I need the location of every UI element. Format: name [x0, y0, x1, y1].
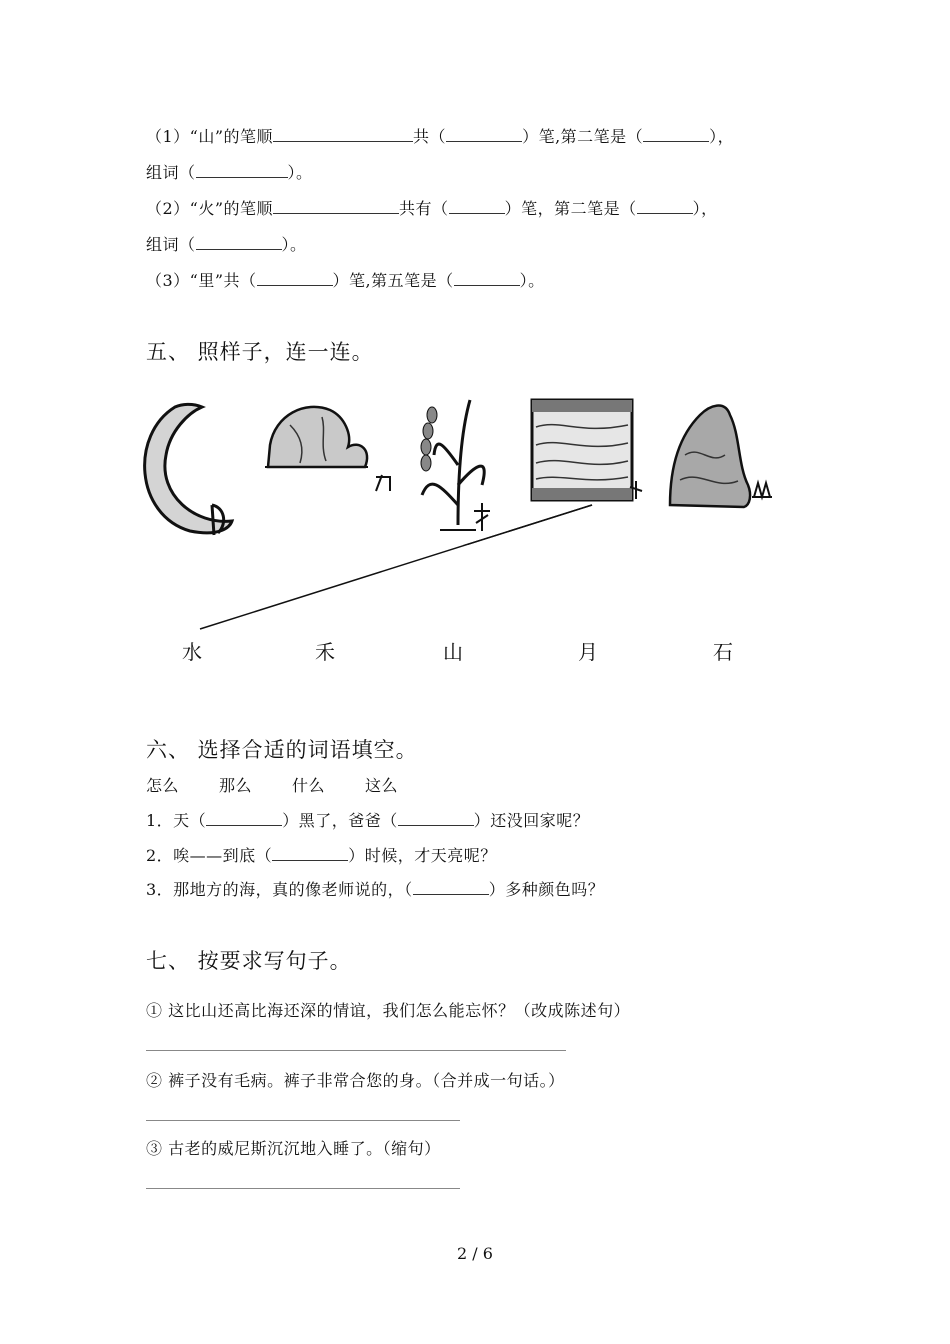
question-shan-line1: （1）“山”的笔顺 共（ ）笔,第二笔是（ ）， — [146, 127, 735, 146]
rewrite-item-1: ① 这比山还高比海还深的情谊，我们怎么能忘怀？（改成陈述句） — [146, 1001, 631, 1020]
word-option: 这么 — [365, 776, 399, 795]
char-yue[interactable]: 月 — [578, 640, 598, 664]
rewrite-item-3: ③ 古老的威尼斯沉沉地入睡了。（缩句） — [146, 1139, 441, 1158]
moon-picture[interactable] — [145, 404, 232, 535]
answer-blank[interactable] — [454, 271, 520, 286]
answer-line[interactable] — [146, 1120, 460, 1121]
word-option: 什么 — [292, 776, 326, 795]
section-five-heading: 五、 照样子，连一连。 — [146, 340, 374, 364]
question-huo-line2: 组词（ ）。 — [146, 235, 307, 254]
fill-sentence-1: 1．天（ ）黑了，爸爸（ ）还没回家呢？ — [146, 811, 590, 830]
answer-blank[interactable] — [196, 235, 282, 250]
example-connecting-line — [200, 505, 592, 545]
rice-plant-picture[interactable] — [421, 400, 490, 531]
answer-line[interactable] — [146, 1188, 460, 1189]
fill-sentence-3: 3．那地方的海，真的像老师说的，（ ）多种颜色吗？ — [146, 880, 605, 899]
word-option: 怎么 — [146, 776, 180, 795]
answer-blank[interactable] — [206, 811, 282, 826]
char-he[interactable]: 禾 — [315, 640, 335, 664]
answer-blank[interactable] — [272, 846, 348, 861]
word-option: 那么 — [219, 776, 253, 795]
char-shan[interactable]: 山 — [443, 640, 463, 664]
rewrite-item-2: ② 裤子没有毛病。裤子非常合您的身。（合并成一句话。） — [146, 1071, 565, 1090]
answer-blank[interactable] — [643, 127, 709, 142]
char-shi[interactable]: 石 — [713, 640, 733, 664]
answer-blank[interactable] — [449, 199, 505, 214]
word-bank — [146, 773, 398, 796]
rocks-picture[interactable] — [265, 407, 390, 491]
mountain-picture[interactable] — [670, 406, 772, 507]
answer-blank[interactable] — [257, 271, 333, 286]
page-number: 2 / 6 — [457, 1244, 493, 1263]
answer-blank[interactable] — [446, 127, 522, 142]
fill-sentence-2: 2．唉——到底（ ）时候，才天亮呢？ — [146, 846, 497, 865]
answer-blank[interactable] — [413, 880, 489, 895]
answer-blank[interactable] — [273, 199, 399, 214]
answer-blank[interactable] — [398, 811, 474, 826]
section-six-heading: 六、 选择合适的词语填空。 — [146, 738, 418, 762]
matching-pictures — [140, 395, 790, 545]
question-huo-line1: （2）“火”的笔顺 共有（ ）笔，第二笔是（ ）， — [146, 199, 718, 218]
answer-line[interactable] — [146, 1050, 566, 1051]
river-picture[interactable] — [532, 400, 642, 500]
section-seven-heading: 七、 按要求写句子。 — [146, 949, 352, 973]
question-li: （3）“里”共（ ）笔,第五笔是（ ）。 — [146, 271, 545, 290]
char-shui[interactable]: 水 — [182, 640, 202, 664]
question-shan-line2: 组词（ ）。 — [146, 163, 313, 182]
answer-blank[interactable] — [273, 127, 413, 142]
answer-blank[interactable] — [637, 199, 693, 214]
answer-blank[interactable] — [196, 163, 288, 178]
